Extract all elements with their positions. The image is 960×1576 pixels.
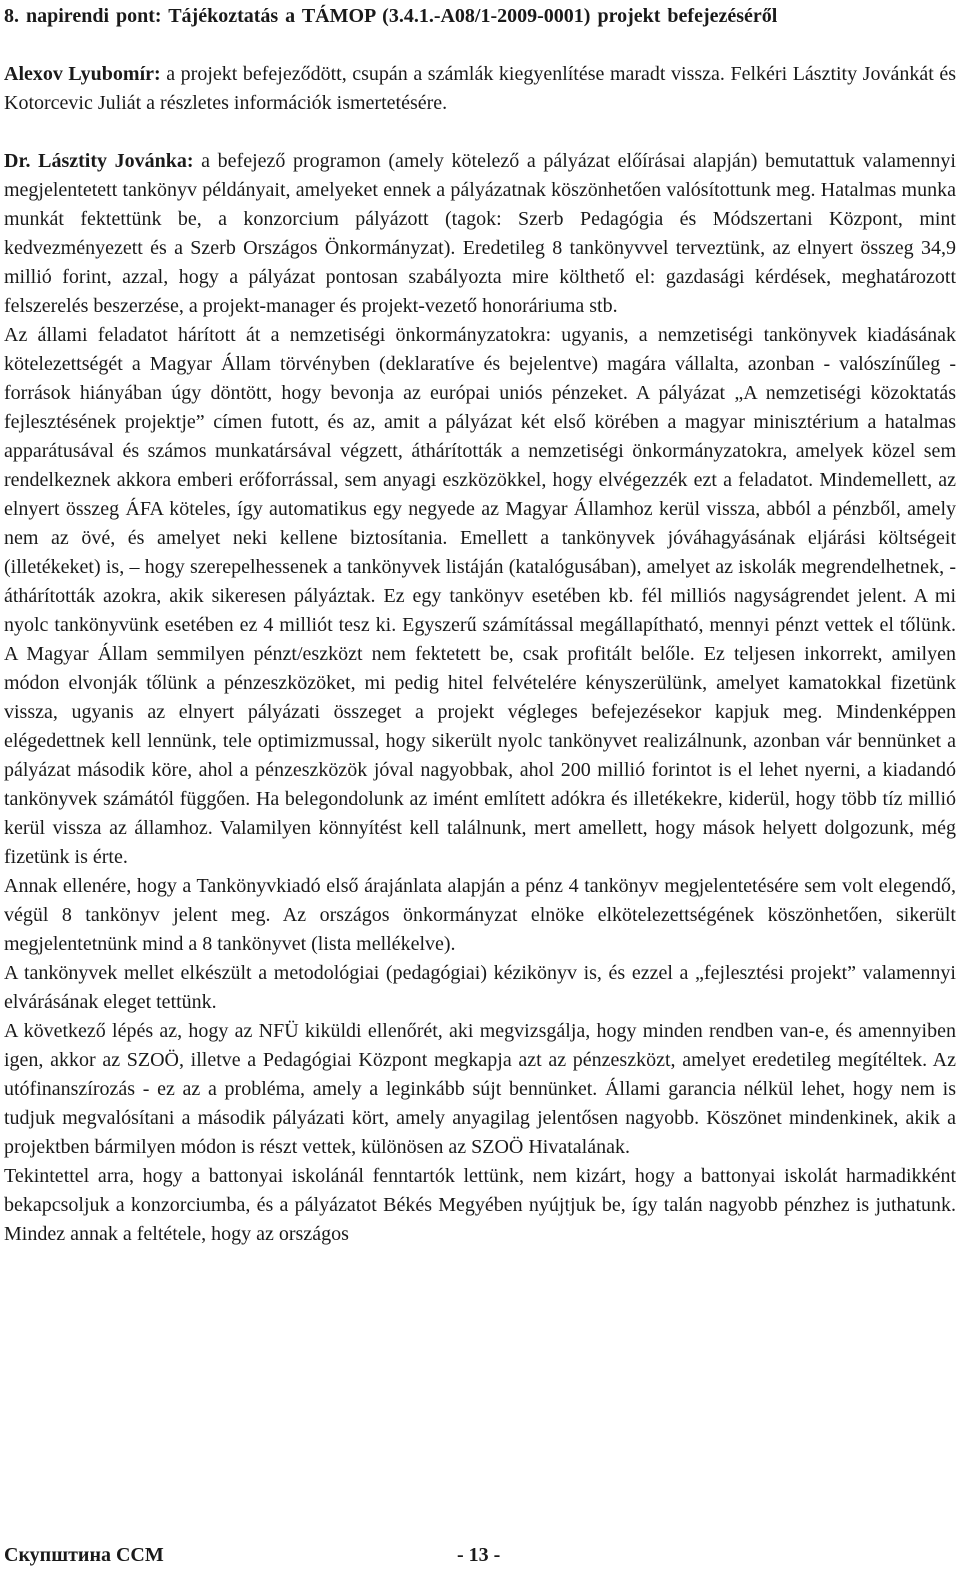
- spacer: [4, 118, 956, 147]
- body-paragraph: Annak ellenére, hogy a Tankönyvkiadó első árajánlata alapján a pénz 4 tankönyv megjelentetésére sem volt elegendő, végül 8 tankönyv jelent meg. Az országos önkormányzat elnöke elkötelezettségének köszönhetően, sikerült megjelentetnünk mind a 8 tankönyvet (lista mellékelve).: [4, 875, 956, 955]
- speaker-name: Alexov Lyubomír:: [4, 63, 161, 85]
- body-paragraph: Az állami feladatot hárított át a nemzetiségi önkormányzatokra: ugyanis, a nemzetiségi tankönyvek kiadásának kötelezettségét a Magyar Állam törvényben (deklaratíve és bejelentve) magára vállalta, azonban - valószínűleg - források hiányában úgy döntött, hogy bevonja az európai uniós pénzeket. A pályázat „A nemzetiségi közoktatás fejlesztésének projektje” címen futott, és az, amit a pályázat két első körében a magyar minisztérium a hatalmas apparátusával és számos munkatársával végzett, áthárították a nemzetiségi önkormányzatokra, amelyek közel sem rendelkeznek akkora emberi erőforrással, sem anyagi eszközökkel, hogy elvégezzék ezt a feladatot. Mindemellett, az elnyert összeg ÁFA köteles, így automatikus egy negyede az Magyar Államhoz kerül vissza, abból a pénzből, amely nem az övé, és amelyet neki kellene biztosítania. Emellett a tankönyvek jóváhagyásának eljárási költségeit (illetékeket) is, – hogy szerepelhessenek a tankönyvek listáján (katalógusában), amelyet az iskolák megrendelhetnek, - áthárították azokra, akik sikeresen pályáztak. Ez egy tankönyv esetében kb. fél milliós nagyságrendet jelent. A mi nyolc tankönyvünk esetében ez 4 milliót tesz ki. Egyszerű számítással megállapítható, mennyi pénzt vettek el tőlünk. A Magyar Állam semmilyen pénzt/eszközt nem fektetett be, csak profitált belőle. Ez teljesen inkorrekt, amilyen módon elvonják tőlünk a pénzeszközöket, mi pedig hitel felvételére kényszerülünk, amelyet kamatokkal fizetünk vissza, ugyanis az elnyert pályázati összeget a projekt végleges befejezésekor kapjuk meg. Mindenképpen elégedettnek kell lennünk, tele optimizmussal, hogy sikerült nyolc tankönyvet realizálnunk, azonban vár bennünket a pályázat második köre, ahol a pénzeszközök jóval nagyobbak, ahol 200 millió forintot is el lehet nyerni, a kiadandó tankönyvek számától függően. Ha belegondolunk az imént említett adókra és illetékekre, kiderül, hogy több tíz millió kerül vissza az államhoz. Valamilyen könnyítést kell találnunk, mert amellett, hogy mások helyett dolgozunk, még fizetünk is érte.: [4, 324, 956, 868]
- page-number: - 13 -: [457, 1544, 501, 1566]
- body-paragraph: A tankönyvek mellet elkészült a metodológiai (pedagógiai) kézikönyv is, és ezzel a „fejlesztési projekt” valamennyi elvárásának eleget tettünk.: [4, 962, 956, 1013]
- main-lead-text: a befejező programon (amely kötelező a pályázat előírásai alapján) bemutattuk valamennyi megjelentetett tankönyv példányait, amelyeket ennek a pályázatnak köszönhetően valósítottunk meg. Hatalmas munka munkát fektettünk be, a konzorcium pályázott (tagok: Szerb Pedagógia és Módszertani Központ, mint kedvezményezett és a Szerb Országos Önkormányzat). Eredetileg 8 tankönyvvel terveztünk, az elnyert összeg 34,9 millió forint, azzal, hogy a pályázat pontosan szabályozta mire költhető el: gazdasági kérdések, meghatározott felszerelés beszerzése, a projekt-manager és projekt-vezető honoráriuma stb.: [4, 150, 956, 317]
- spacer: [4, 31, 956, 60]
- main-paragraph: [4, 147, 956, 321]
- speaker-name: Dr. Lásztity Jovánka:: [4, 150, 194, 172]
- body-paragraph: Tekintettel arra, hogy a battonyai iskolánál fenntartók lettünk, nem kizárt, hogy a battonyai iskolát harmadikként bekapcsoljuk a konzorciumba, és a pályázatot Békés Megyében nyújtjuk be, így talán nagyobb pénzhez is juthatunk. Mindez annak a feltétele, hogy az országos: [4, 1165, 956, 1245]
- intro-text: a projekt befejeződött, csupán a számlák kiegyenlítése maradt vissza. Felkéri Lásztity Jovánkát és Kotorcevic Juliát a részletes információk ismertetésére.: [4, 63, 956, 114]
- body-paragraph: A következő lépés az, hogy az NFÜ kiküldi ellenőrét, aki megvizsgálja, hogy minden rendben van-e, és amennyiben igen, akkor az SZOÖ, illetve a Pedagógiai Központ megkapja azt az pénzeszközt, amelyet eredetileg megítéltek. Az utófinanszírozás - ez az a probléma, amely a leginkább sújt bennünket. Állami garancia nélkül lehet, hogy nem is tudjuk megvalósítani a második pályázati kört, amely anyagilag jelentősen nagyobb. Köszönet mindenkinek, akik a projektben bármilyen módon is részt vettek, különösen az SZOÖ Hivatalának.: [4, 1020, 956, 1158]
- document-page: [4, 0, 956, 1249]
- footer-organization: Скупштина ССМ: [4, 1544, 164, 1566]
- agenda-heading: 8. napirendi pont: Tájékoztatás a TÁMOP (3.4.1.-A08/1-2009-0001) projekt befejezéséről: [4, 5, 778, 27]
- intro-paragraph: [4, 60, 956, 118]
